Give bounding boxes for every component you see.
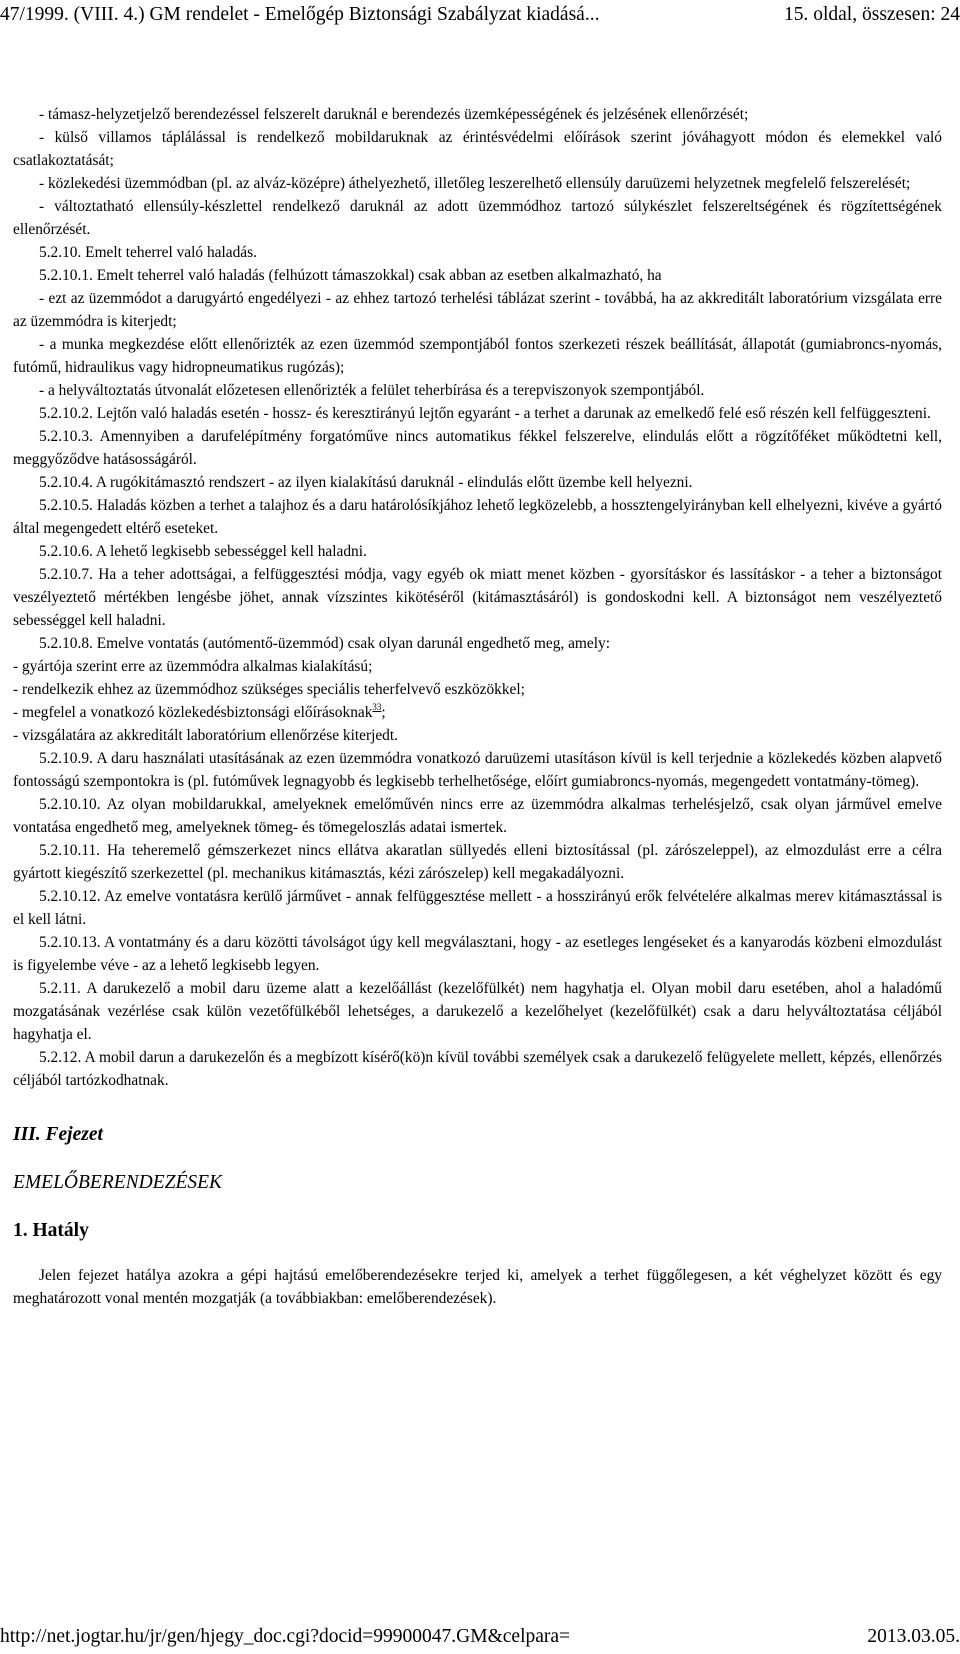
document-title: 47/1999. (VIII. 4.) GM rendelet - Emelőgép Biztonsági Szabályzat kiadásá... [0, 4, 600, 25]
list-item: - rendelkezik ehhez az üzemmódhoz szükséges speciális teherfelvevő eszközökkel; [13, 681, 525, 698]
paragraph: 5.2.10.10. Az olyan mobildarukkal, amelyeknek emelőművén nincs erre az üzemmódra alkalmas terhelésjelző, csak olyan járművel emelve vontatása engedhető meg, amelyeknek tömeg- és tömegeloszlás adatai ismertek. [13, 796, 942, 836]
paragraph: 5.2.10.8. Emelve vontatás (autómentő-üzemmód) csak olyan darunál engedhető meg, amely: [39, 635, 610, 652]
paragraph: - ezt az üzemmódot a darugyártó engedélyezi - az ehhez tartozó terhelési táblázat szerint - továbbá, ha az akkreditált laboratórium vizsgálata erre az üzemmódra is kiterjedt; [13, 290, 942, 330]
list-item: - gyártója szerint erre az üzemmódra alkalmas kialakítású; [13, 658, 373, 675]
paragraph: - a helyváltoztatás útvonalát előzetesen ellenőrizték a felület teherbírása és a terepviszonyok szempontjából. [39, 382, 705, 399]
paragraph: - a munka megkezdése előtt ellenőrizték az ezen üzemmód szempontjából fontos szerkezeti részek beállítását, állapotát (gumiabroncs-nyomás, futómű, hidraulikus vagy hidropneumatikus rugózás); [13, 336, 942, 376]
paragraph: 5.2.10.13. A vontatmány és a daru közötti távolságot úgy kell megválasztani, hogy - az esetleges lengéseket és a kanyarodás közbeni elmozdulást is figyelembe véve - az a lehető legkisebb legyen. [13, 934, 942, 974]
chapter-title: EMELŐBERENDEZÉSEK [13, 1172, 223, 1193]
paragraph: 5.2.10.5. Haladás közben a terhet a talajhoz és a daru határolósíkjához lehető legközelebb, a hossztengelyirányban kell elhelyezni, kivéve a gyártó által megengedett eltérő eseteket. [13, 497, 942, 537]
page-counter: 15. oldal, összesen: 24 [783, 4, 960, 25]
source-url[interactable]: http://net.jogtar.hu/jr/gen/hjegy_doc.cgi?docid=99900047.GM&celpara= [0, 1626, 571, 1647]
paragraph: - támasz-helyzetjelző berendezéssel felszerelt daruknál e berendezés üzemképességének és jelzésének ellenőrzését; [39, 106, 749, 123]
paragraph: - közlekedési üzemmódban (pl. az alváz-középre) áthelyezhető, illetőleg leszerelhető ellensúly daruüzemi helyzetnek megfelelő felszerelését; [39, 175, 911, 192]
list-item: - vizsgálatára az akkreditált laboratórium ellenőrzése kiterjedt. [13, 727, 399, 744]
paragraph: 5.2.11. A darukezelő a mobil daru üzeme alatt a kezelőállást (kezelőfülkét) nem hagyhatja el. Olyan mobil daru esetében, ahol a haladómű mozgatásának vezérlése csak külön vezetőfülkéből lehetséges, a darukezelő a kezelőhelyet (kezelőfülkét) csak a daru helyváltoztatása céljából hagyhatja el. [13, 980, 942, 1043]
paragraph: 5.2.10.6. A lehető legkisebb sebességgel kell haladni. [39, 543, 367, 560]
section-title: 1. Hatály [13, 1220, 89, 1241]
print-date: 2013.03.05. [867, 1626, 960, 1647]
paragraph: 5.2.10.9. A daru használati utasításának az ezen üzemmódra vonatkozó daruüzemi utasításon kívül is kell terjednie a közlekedés közben alapvető fontosságú szempontokra is (pl. futóművek legnagyobb és legkisebb terhelhetősége, előírt gumiabroncs-nyomás, megengedett vontatmány-tömeg). [13, 750, 942, 790]
page-header [0, 2, 960, 28]
footnote-link[interactable]: 33 [372, 702, 382, 712]
paragraph: Jelen fejezet hatálya azokra a gépi hajtású emelőberendezésekre terjed ki, amelyek a terhet függőlegesen, a két véghelyzet között és egy meghatározott vonal mentén mozgatják (a továbbiakban: emelőberendezések). [13, 1267, 942, 1307]
paragraph: 5.2.10.3. Amennyiben a darufelépítmény forgatóműve nincs automatikus fékkel felszerelve, elindulás előtt a rögzítőféket működtetni kell, meggyőződve hatásosságáról. [13, 428, 942, 468]
paragraph: 5.2.10.1. Emelt teherrel való haladás (felhúzott támaszokkal) csak abban az esetben alkalmazható, ha [39, 267, 662, 284]
document-body [13, 103, 942, 1310]
paragraph: 5.2.10.7. Ha a teher adottságai, a felfüggesztési módja, vagy egyéb ok miatt menet közben - gyorsításkor és lassításkor - a teher a biztonságot veszélyeztető mértékben lengésbe jöhet, annak vízszintes kikötéséről (kitámasztásáról) is gondoskodni kell. A biztonságot nem veszélyeztető sebességgel kell haladni. [13, 566, 942, 629]
list-item-text: - megfelel a vonatkozó közlekedésbiztonsági előírásoknak [13, 704, 373, 721]
paragraph: 5.2.10.11. Ha teheremelő gémszerkezet nincs ellátva akaratlan süllyedés elleni biztosítással (pl. zárószeleppel), az elmozdulást erre a célra gyártott kiegészítő szerkezettel (pl. mechanikus kitámasztás, kézi zárószelep) kell megakadályozni. [13, 842, 942, 882]
paragraph: 5.2.10.4. A rugókitámasztó rendszert - az ilyen kialakítású daruknál - elindulás előtt üzembe kell helyezni. [39, 474, 693, 491]
page-footer [0, 1624, 960, 1650]
chapter-number: III. Fejezet [13, 1124, 103, 1145]
list-item-end: ; [381, 704, 386, 721]
paragraph: - külső villamos táplálással is rendelkező mobildaruknak az érintésvédelmi előírások szerint jóváhagyott módon és elemekkel való csatlakoztatását; [13, 129, 942, 169]
paragraph: 5.2.10.12. Az emelve vontatásra kerülő járművet - annak felfüggesztése mellett - a hosszirányú erők felvételére alkalmas merev kitámasztással is el kell látni. [13, 888, 942, 928]
paragraph: 5.2.12. A mobil darun a darukezelőn és a megbízott kísérő(kö)n kívül további személyek csak a darukezelő felügyelete mellett, képzés, ellenőrzés céljából tartózkodhatnak. [13, 1049, 942, 1089]
paragraph: 5.2.10.2. Lejtőn való haladás esetén - hossz- és keresztirányú lejtőn egyaránt - a terhet a darunak az emelkedő felé eső részén kell felfüggeszteni. [39, 405, 931, 422]
list-item [13, 701, 942, 724]
paragraph: - változtatható ellensúly-készlettel rendelkező daruknál az adott üzemmódhoz tartozó súlykészlet felszereltségének és rögzítettségének ellenőrzését. [13, 198, 942, 238]
section-heading: 5.2.10. Emelt teherrel való haladás. [39, 244, 257, 261]
